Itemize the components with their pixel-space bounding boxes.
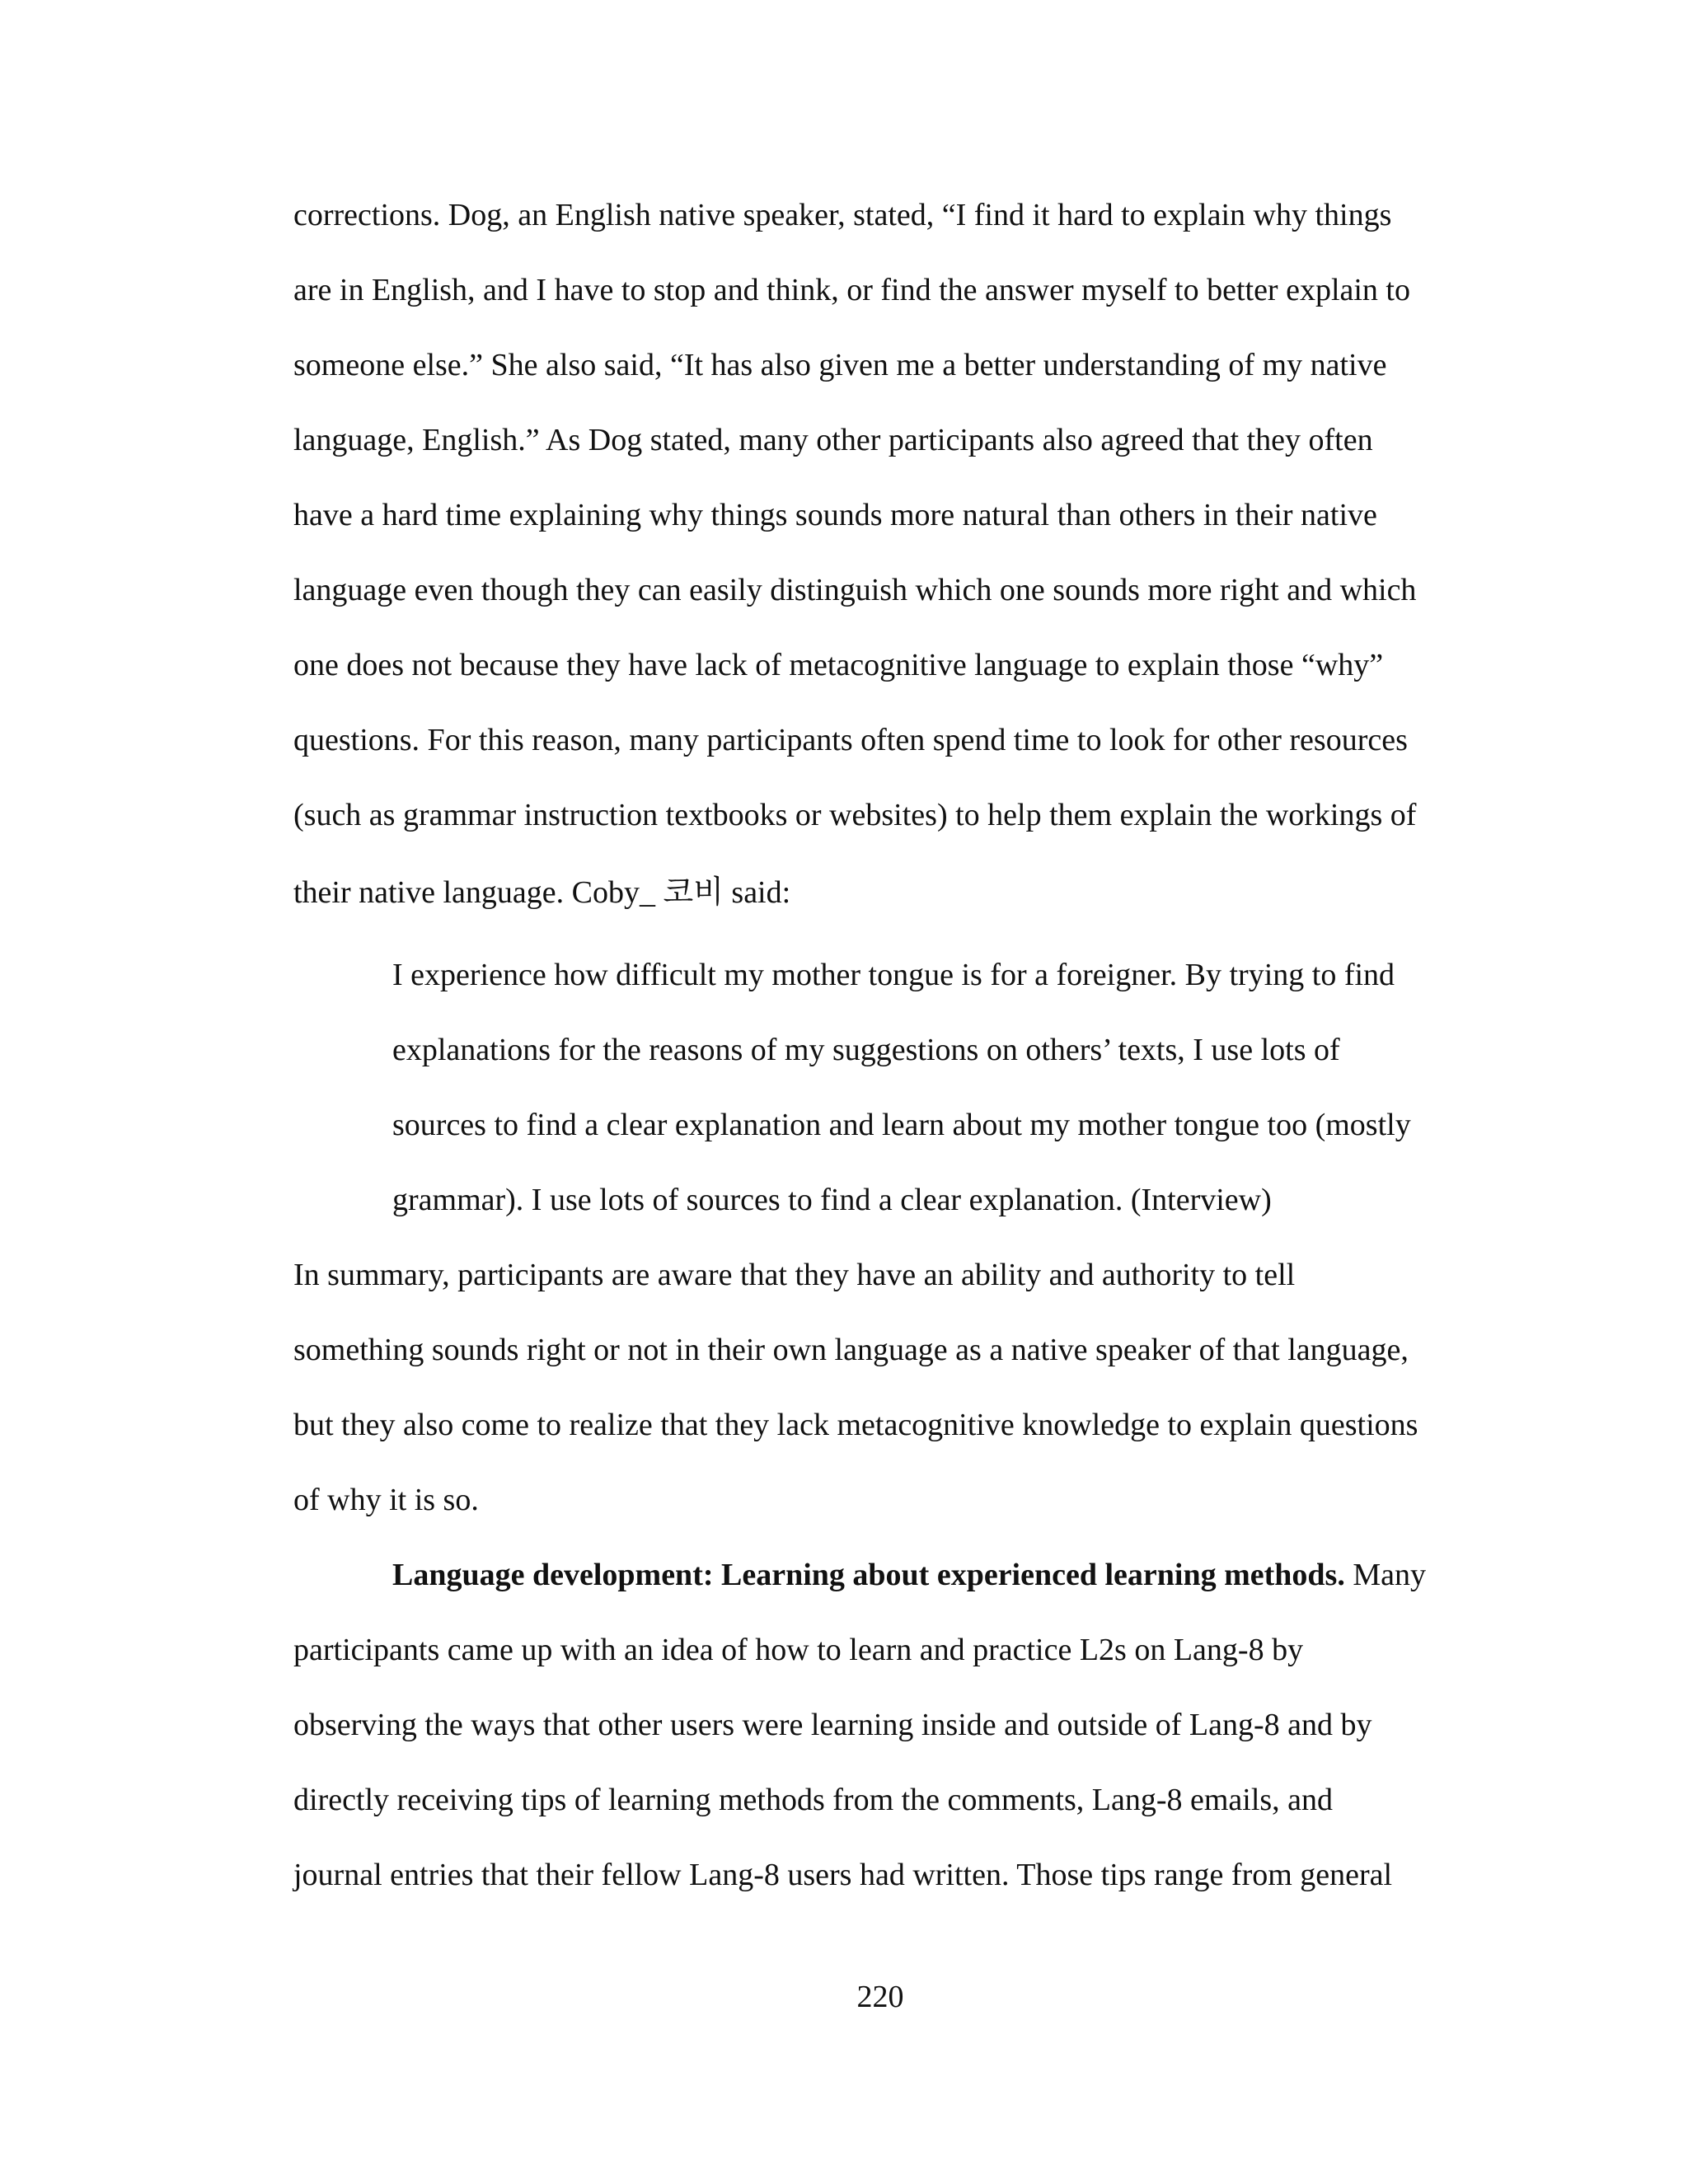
paragraph-line-rest: Many <box>1344 1558 1426 1592</box>
paragraph-line: something sounds right or not in their own language as a native speaker of that language, <box>293 1333 1409 1367</box>
paragraph-line: of why it is so. <box>293 1483 479 1517</box>
section-heading: Language development: Learning about experienced learning methods. <box>392 1558 1345 1592</box>
paragraph-line: directly receiving tips of learning methods from the comments, Lang-8 emails, and <box>293 1783 1334 1817</box>
paragraph-line: (such as grammar instruction textbooks or websites) to help them explain the workings of <box>293 798 1417 832</box>
paragraph-line: one does not because they have lack of metacognitive language to explain those “why” <box>293 648 1384 682</box>
paragraph-line: participants came up with an idea of how to learn and practice L2s on Lang-8 by <box>293 1633 1304 1667</box>
block-quote-line: I experience how difficult my mother tongue is for a foreigner. By trying to find <box>392 958 1395 992</box>
paragraph-line: language, English.” As Dog stated, many other participants also agreed that they often <box>293 423 1373 457</box>
paragraph-line: their native language. Coby_ 코비 said: <box>293 875 791 910</box>
block-quote-line: explanations for the reasons of my suggestions on others’ texts, I use lots of <box>392 1033 1340 1067</box>
paragraph-line: language even though they can easily distinguish which one sounds more right and which <box>293 573 1417 607</box>
paragraph-line: journal entries that their fellow Lang-8 users had written. Those tips range from general <box>293 1858 1393 1892</box>
paragraph-line: have a hard time explaining why things sounds more natural than others in their native <box>293 498 1377 532</box>
block-quote-line: grammar). I use lots of sources to find a clear explanation. (Interview) <box>392 1183 1272 1217</box>
paragraph-line: but they also come to realize that they lack metacognitive knowledge to explain questions <box>293 1408 1418 1442</box>
paragraph-line: questions. For this reason, many participants often spend time to look for other resources <box>293 723 1408 757</box>
paragraph-line: are in English, and I have to stop and think, or find the answer myself to better explain to <box>293 273 1410 307</box>
block-quote-line: sources to find a clear explanation and learn about my mother tongue too (mostly <box>392 1108 1411 1142</box>
paragraph-line: In summary, participants are aware that they have an ability and authority to tell <box>293 1258 1296 1292</box>
paragraph-line: someone else.” She also said, “It has also given me a better understanding of my native <box>293 348 1387 382</box>
paragraph-line: observing the ways that other users were learning inside and outside of Lang-8 and by <box>293 1708 1372 1742</box>
page-number: 220 <box>856 1980 904 2014</box>
paragraph-line: corrections. Dog, an English native speaker, stated, “I find it hard to explain why things <box>293 198 1392 232</box>
section-heading-line <box>392 1556 1426 1594</box>
